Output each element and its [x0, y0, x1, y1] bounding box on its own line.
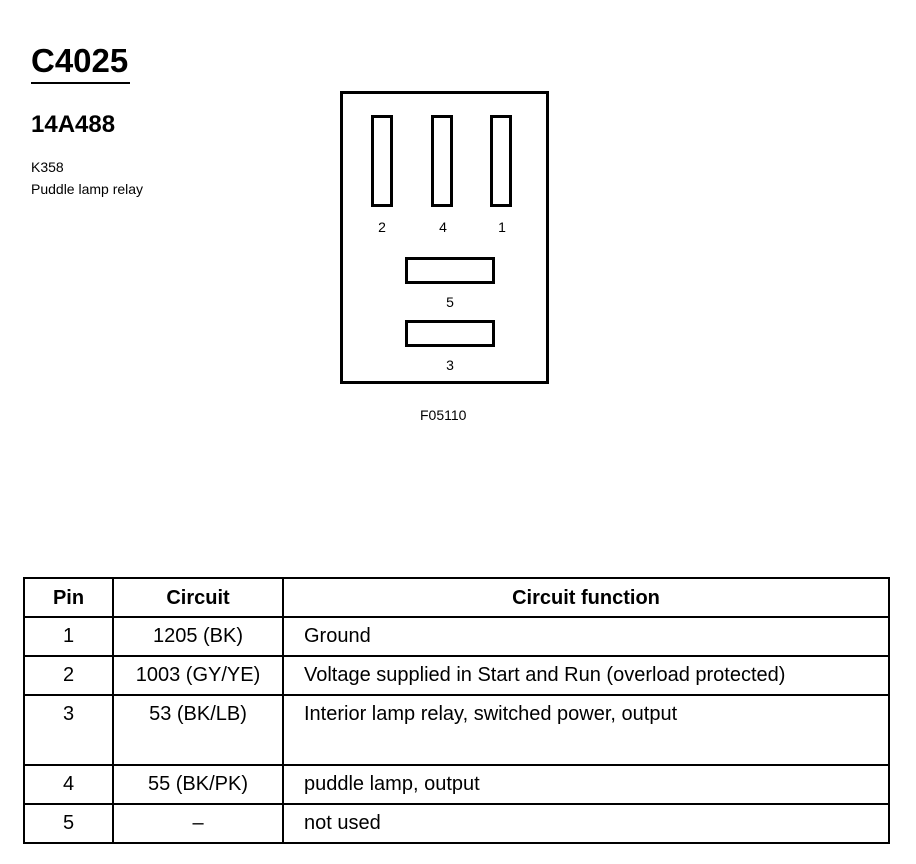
table-row — [24, 656, 889, 695]
pin-table — [23, 577, 890, 844]
pin-slot-4 — [431, 115, 453, 207]
cell-pin: 5 — [24, 804, 113, 843]
cell-circuit: 1003 (GY/YE) — [113, 656, 283, 695]
pin-label-3: 3 — [446, 357, 454, 373]
header-circuit: Circuit — [113, 578, 283, 617]
figure-id: F05110 — [420, 407, 467, 423]
cell-function: Voltage supplied in Start and Run (overload protected) — [283, 656, 889, 695]
cell-pin: 2 — [24, 656, 113, 695]
connector-id-underline — [31, 82, 130, 84]
pin-slot-5 — [405, 257, 495, 284]
pin-label-1: 1 — [498, 219, 506, 235]
cell-function: not used — [283, 804, 889, 843]
table-row — [24, 617, 889, 656]
cell-circuit: 1205 (BK) — [113, 617, 283, 656]
cell-function: Interior lamp relay, switched power, output — [283, 695, 889, 765]
cell-pin: 1 — [24, 617, 113, 656]
cell-function: puddle lamp, output — [283, 765, 889, 804]
cell-pin: 3 — [24, 695, 113, 765]
component-name: Puddle lamp relay — [31, 181, 144, 197]
cell-pin: 4 — [24, 765, 113, 804]
cell-circuit: – — [113, 804, 283, 843]
table-header-row — [24, 578, 889, 617]
table-row — [24, 765, 889, 804]
pin-slot-2 — [371, 115, 393, 207]
cell-circuit: 53 (BK/LB) — [113, 695, 283, 765]
pin-slot-1 — [490, 115, 512, 207]
pin-label-5: 5 — [446, 294, 454, 310]
pin-label-4: 4 — [439, 219, 447, 235]
part-number: 14A488 — [31, 111, 116, 138]
cell-function: Ground — [283, 617, 889, 656]
table-row — [24, 804, 889, 843]
header-pin: Pin — [24, 578, 113, 617]
cell-circuit: 55 (BK/PK) — [113, 765, 283, 804]
pin-slot-3 — [405, 320, 495, 347]
header-circuit-function: Circuit function — [283, 578, 889, 617]
component-code: K358 — [31, 159, 64, 175]
pin-label-2: 2 — [378, 219, 386, 235]
connector-face — [340, 91, 549, 384]
connector-id: C4025 — [31, 42, 129, 79]
table-row — [24, 695, 889, 765]
